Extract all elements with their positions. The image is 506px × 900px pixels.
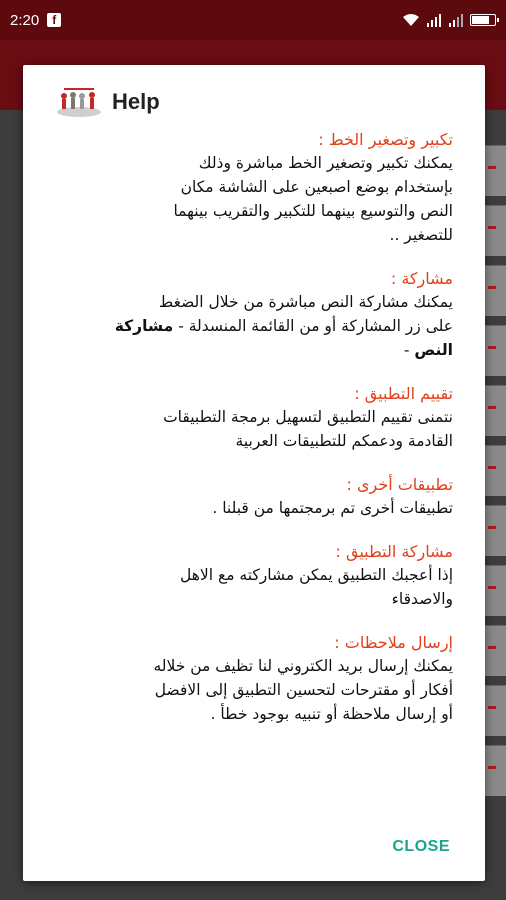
status-time: 2:20 [10, 11, 40, 29]
status-icons [402, 13, 496, 27]
help-section-share [53, 268, 453, 362]
help-section-share-app [53, 541, 453, 611]
help-section-rate-app [53, 383, 453, 453]
section-body-text: يمكنك مشاركة النص مباشرة من خلال الضغط على زر المشاركة أو من القائمة المنسدلة - [158, 293, 453, 335]
help-section-font-size [53, 129, 453, 247]
help-content[interactable] [23, 129, 485, 819]
dialog-header [23, 65, 485, 127]
section-body: تطبيقات أخرى تم برمجتمها من قبلنا . [212, 499, 453, 517]
section-title: تطبيقات أخرى : [346, 475, 453, 494]
wifi-icon [402, 13, 420, 27]
app-logo-icon [54, 86, 104, 118]
help-dialog [23, 65, 485, 881]
section-body [53, 290, 453, 362]
help-section-feedback [53, 632, 453, 726]
section-body: يمكنك تكبير وتصغير الخط مباشرة وذلك بإستخدام بوضع اصبعين على الشاشة مكان النص والتوسيع بينهما للتكبير والتقريب بينهما للتصغير .. [173, 154, 453, 244]
section-body: إذا أعجبك التطبيق يمكن مشاركته مع الاهل والاصدقاء [179, 566, 453, 608]
section-title: تكبير وتصغير الخط : [318, 130, 453, 149]
section-body: يمكنك إرسال بريد الكتروني لنا تظيف من خلاله أفكار أو مقترحات لتحسين التطبيق إلى الافضل أو إرسال ملاحظة أو تنبيه بوجود خطأ . [153, 657, 453, 723]
close-button[interactable]: CLOSE [392, 838, 450, 855]
battery-icon [470, 14, 496, 26]
signal-icon [426, 13, 442, 27]
section-body-end: - [403, 341, 415, 359]
section-title: تقييم التطبيق : [354, 384, 453, 403]
dialog-title: Help [112, 89, 160, 114]
section-title: مشاركة : [390, 269, 453, 288]
status-bar [0, 0, 506, 40]
section-title: مشاركة التطبيق : [335, 542, 453, 561]
section-body-bold: مشاركة النص [114, 317, 453, 359]
section-title: إرسال ملاحظات : [334, 633, 453, 652]
help-section-other-apps [53, 474, 453, 520]
signal-icon [448, 13, 464, 27]
facebook-icon: f [47, 13, 61, 27]
section-body: نتمنى تقييم التطبيق لتسهيل برمجة التطبيقات القادمة ودعمكم للتطبيقات العربية [163, 408, 453, 450]
